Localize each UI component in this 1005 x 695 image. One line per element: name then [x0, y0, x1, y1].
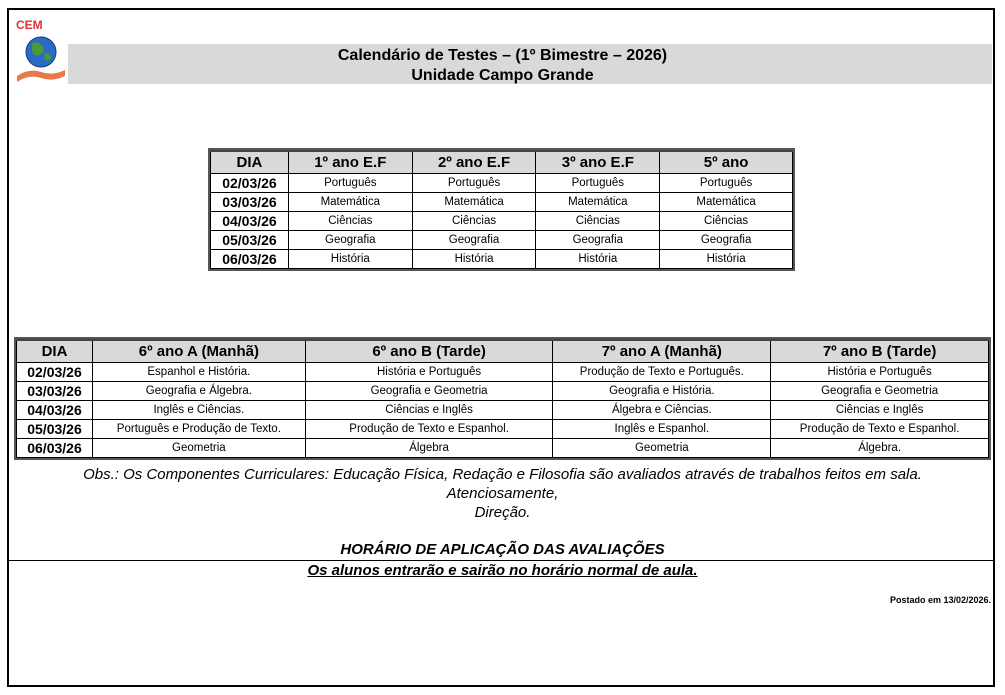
subject-cell: Produção de Texto e Espanhol.	[305, 420, 553, 439]
subject-cell: Matemática	[288, 193, 412, 212]
subject-cell: Álgebra.	[771, 439, 989, 458]
date-cell: 02/03/26	[211, 174, 289, 193]
table-row	[211, 174, 793, 193]
subject-cell: Inglês e Ciências.	[92, 401, 305, 420]
subject-cell: Ciências	[288, 212, 412, 231]
schedule-heading: HORÁRIO DE APLICAÇÃO DAS AVALIAÇÕES	[340, 541, 665, 558]
divider	[9, 560, 993, 561]
subject-cell: Português	[288, 174, 412, 193]
table-row	[17, 420, 989, 439]
table-row	[17, 439, 989, 458]
date-cell: 05/03/26	[17, 420, 93, 439]
date-cell: 03/03/26	[211, 193, 289, 212]
subject-cell: Geometria	[553, 439, 771, 458]
column-header: 7º ano A (Manhã)	[553, 340, 771, 363]
table-row	[17, 401, 989, 420]
subject-cell: Álgebra e Ciências.	[553, 401, 771, 420]
column-header: 6º ano B (Tarde)	[305, 340, 553, 363]
subject-cell: História e Português	[771, 363, 989, 382]
date-cell: 06/03/26	[211, 250, 289, 269]
subject-cell: Geografia e Geometria	[771, 382, 989, 401]
subject-cell: Ciências e Inglês	[771, 401, 989, 420]
schedule-table-middle	[16, 339, 989, 458]
subject-cell: História	[660, 250, 793, 269]
schedule-text: Os alunos entrarão e sairão no horário normal de aula.	[307, 562, 698, 579]
column-header: 1º ano E.F	[288, 151, 412, 174]
column-header: 7º ano B (Tarde)	[771, 340, 989, 363]
subject-cell: Álgebra	[305, 439, 553, 458]
column-header: 2º ano E.F	[412, 151, 536, 174]
subject-cell: Ciências e Inglês	[305, 401, 553, 420]
subject-cell: Português e Produção de Texto.	[92, 420, 305, 439]
subject-cell: Espanhol e História.	[92, 363, 305, 382]
date-cell: 04/03/26	[211, 212, 289, 231]
column-header: DIA	[211, 151, 289, 174]
subject-cell: Produção de Texto e Português.	[553, 363, 771, 382]
column-header: 3º ano E.F	[536, 151, 660, 174]
column-header: 6º ano A (Manhã)	[92, 340, 305, 363]
posted-date: Postado em 13/02/2026.	[889, 595, 991, 605]
logo-text: CEM	[16, 18, 43, 32]
subject-cell: Geografia	[412, 231, 536, 250]
page-subtitle: Unidade Campo Grande	[411, 67, 594, 84]
subject-cell: Matemática	[536, 193, 660, 212]
signature-text: Direção.	[474, 504, 531, 521]
table-row	[211, 250, 793, 269]
subject-cell: Inglês e Espanhol.	[553, 420, 771, 439]
subject-cell: Produção de Texto e Espanhol.	[771, 420, 989, 439]
table-row	[211, 193, 793, 212]
schedule-table-elementary	[210, 150, 793, 269]
subject-cell: História	[536, 250, 660, 269]
subject-cell: História e Português	[305, 363, 553, 382]
date-cell: 06/03/26	[17, 439, 93, 458]
subject-cell: Geografia e Álgebra.	[92, 382, 305, 401]
table-row	[211, 231, 793, 250]
date-cell: 03/03/26	[17, 382, 93, 401]
subject-cell: História	[412, 250, 536, 269]
subject-cell: Português	[536, 174, 660, 193]
subject-cell: Ciências	[536, 212, 660, 231]
column-header: 5º ano	[660, 151, 793, 174]
obs-note: Obs.: Os Componentes Curriculares: Educação Física, Redação e Filosofia são avaliados através de trabalhos feitos em sala.	[83, 466, 922, 483]
subject-cell: Geografia e História.	[553, 382, 771, 401]
table-row	[211, 212, 793, 231]
subject-cell: Geografia	[288, 231, 412, 250]
subject-cell: Português	[660, 174, 793, 193]
subject-cell: Geografia	[536, 231, 660, 250]
subject-cell: Geometria	[92, 439, 305, 458]
subject-cell: História	[288, 250, 412, 269]
date-cell: 05/03/26	[211, 231, 289, 250]
subject-cell: Geografia e Geometria	[305, 382, 553, 401]
table-row	[17, 363, 989, 382]
subject-cell: Português	[412, 174, 536, 193]
date-cell: 02/03/26	[17, 363, 93, 382]
table-header-row	[211, 151, 793, 174]
table-header-row	[17, 340, 989, 363]
subject-cell: Geografia	[660, 231, 793, 250]
table-row	[17, 382, 989, 401]
subject-cell: Ciências	[412, 212, 536, 231]
subject-cell: Matemática	[660, 193, 793, 212]
date-cell: 04/03/26	[17, 401, 93, 420]
page-title: Calendário de Testes – (1º Bimestre – 2026)	[337, 47, 668, 64]
subject-cell: Matemática	[412, 193, 536, 212]
subject-cell: Ciências	[660, 212, 793, 231]
column-header: DIA	[17, 340, 93, 363]
closing-text: Atenciosamente,	[446, 485, 559, 502]
